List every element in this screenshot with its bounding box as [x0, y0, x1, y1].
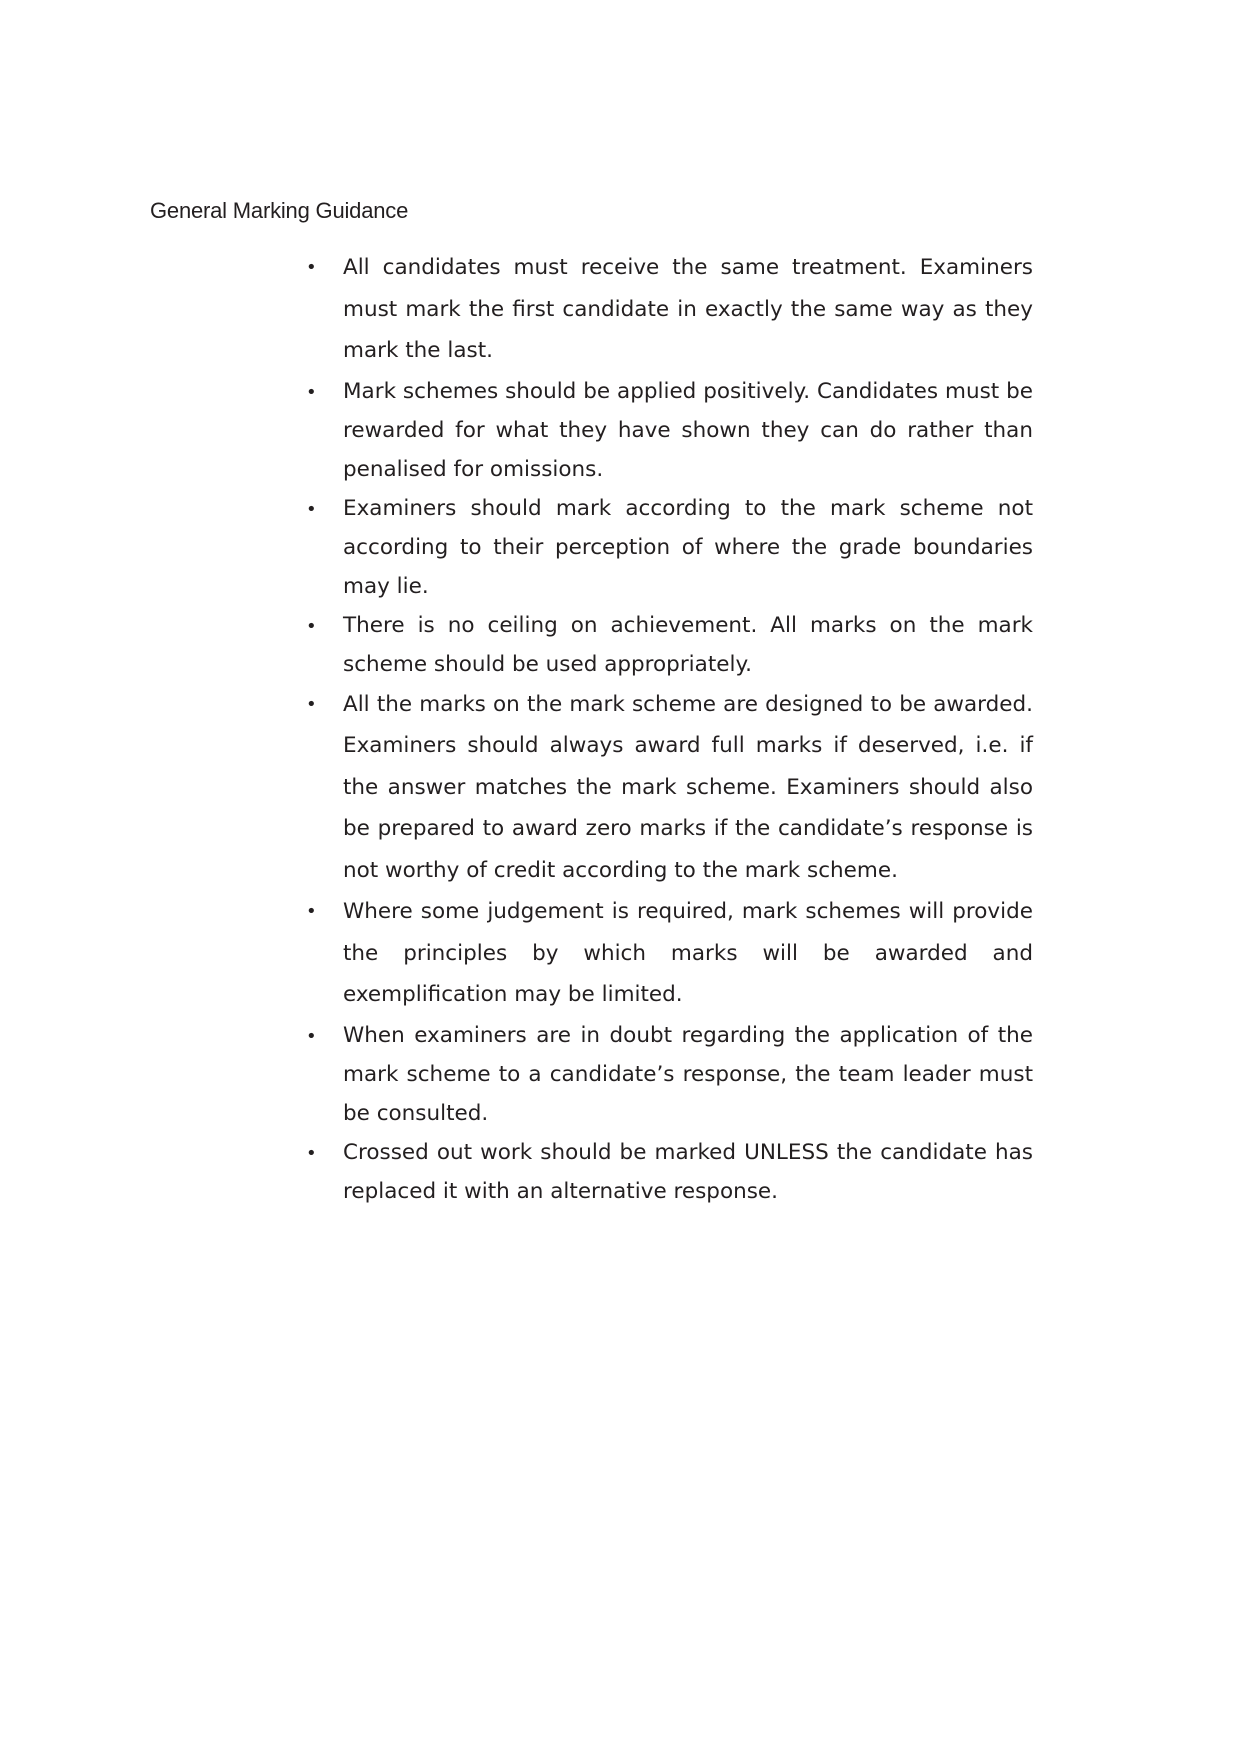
- bullet-icon: •: [306, 257, 317, 278]
- list-item-text: When examiners are in doubt regarding the application of the mark scheme to a candidate’s response, the team leader must be consulted.: [343, 1022, 1033, 1126]
- list-item-text: All candidates must receive the same treatment. Examiners must mark the first candidate in exactly the same way as they mark the last.: [343, 255, 1033, 363]
- list-item: [306, 372, 1033, 489]
- list-item: [306, 489, 1033, 606]
- page-heading: General Marking Guidance: [150, 198, 409, 223]
- list-item: [306, 684, 1033, 892]
- list-item-text: Mark schemes should be applied positively. Candidates must be rewarded for what they have shown they can do rather than penalised for omissions.: [343, 378, 1033, 482]
- list-item: [306, 1133, 1033, 1211]
- list-item-text: Crossed out work should be marked UNLESS the candidate has replaced it with an alternative response.: [343, 1139, 1033, 1204]
- bullet-icon: •: [306, 615, 317, 637]
- bullet-icon: •: [306, 901, 317, 922]
- guidance-list: [306, 247, 1033, 1211]
- list-item-text: Examiners should mark according to the mark scheme not according to their perception of where the grade boundaries may lie.: [343, 495, 1033, 599]
- list-item-text: There is no ceiling on achievement. All marks on the mark scheme should be used appropriately.: [343, 612, 1033, 677]
- list-item: [306, 606, 1033, 684]
- list-item: [306, 891, 1033, 1016]
- list-item: [306, 247, 1033, 372]
- bullet-icon: •: [306, 1025, 317, 1047]
- bullet-icon: •: [306, 381, 317, 403]
- bullet-icon: •: [306, 1142, 317, 1164]
- list-item-text: Where some judgement is required, mark schemes will provide the principles by which marks will be awarded and exemplification may be limited.: [343, 899, 1033, 1007]
- list-item-text: All the marks on the mark scheme are designed to be awarded. Examiners should always award full marks if deserved, i.e. if the answer matches the mark scheme. Examiners should also be prepared to award zero marks if the candidate’s response is not worthy of credit according to the mark scheme.: [343, 691, 1033, 883]
- bullet-icon: •: [306, 693, 317, 715]
- bullet-icon: •: [306, 498, 317, 520]
- list-item: [306, 1016, 1033, 1133]
